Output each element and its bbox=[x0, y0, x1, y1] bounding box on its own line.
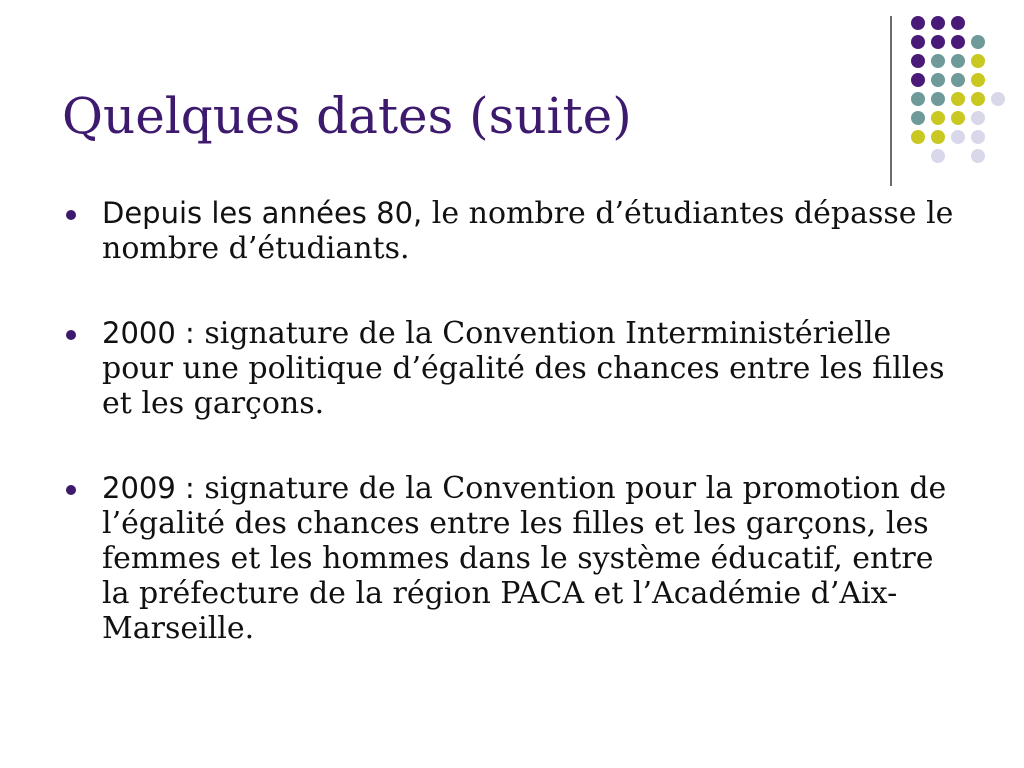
dot bbox=[951, 16, 965, 30]
dot bbox=[911, 130, 925, 144]
bullet-lead: Depuis les années 80, bbox=[102, 196, 423, 230]
bullet-icon bbox=[66, 210, 76, 220]
bullet-item bbox=[62, 316, 962, 421]
dot bbox=[931, 54, 945, 68]
dot bbox=[931, 149, 945, 163]
dot bbox=[971, 149, 985, 163]
dot bbox=[971, 111, 985, 125]
dot bbox=[951, 111, 965, 125]
bullet-icon bbox=[66, 330, 76, 340]
dot bbox=[931, 92, 945, 106]
dot bbox=[911, 35, 925, 49]
dot bbox=[971, 54, 985, 68]
dot bbox=[931, 16, 945, 30]
dot bbox=[911, 73, 925, 87]
dot bbox=[951, 73, 965, 87]
bullet-text: le nombre d’étudiantes dépasse le nombre d’étudiants. bbox=[102, 196, 954, 266]
dot bbox=[931, 35, 945, 49]
dot bbox=[911, 92, 925, 106]
slide-title: Quelques dates (suite) bbox=[62, 87, 632, 145]
bullet-lead: 2000 : bbox=[102, 316, 195, 350]
bullet-lead: 2009 : bbox=[102, 471, 195, 505]
bullet-item bbox=[62, 471, 962, 646]
bullet-icon bbox=[66, 485, 76, 495]
bullet-list bbox=[62, 196, 962, 696]
bullet-text: signature de la Convention pour la promotion de l’égalité des chances entre les filles et les garçons, les femmes et les hommes dans le système éducatif, entre la préfecture de la région PACA et l’Académie d’Aix-Marseille. bbox=[102, 471, 947, 646]
dot bbox=[971, 92, 985, 106]
dot bbox=[911, 54, 925, 68]
dot bbox=[991, 92, 1005, 106]
dot bbox=[951, 35, 965, 49]
dot bbox=[931, 130, 945, 144]
decorative-divider bbox=[890, 16, 892, 186]
dot bbox=[931, 73, 945, 87]
dot bbox=[951, 130, 965, 144]
bullet-text: signature de la Convention Interministérielle pour une politique d’égalité des chances entre les filles et les garçons. bbox=[102, 316, 945, 421]
dot bbox=[931, 111, 945, 125]
dot bbox=[971, 35, 985, 49]
dot bbox=[971, 73, 985, 87]
dot bbox=[951, 54, 965, 68]
dot bbox=[951, 92, 965, 106]
dot bbox=[971, 130, 985, 144]
bullet-item bbox=[62, 196, 962, 266]
dot bbox=[911, 111, 925, 125]
dot bbox=[911, 16, 925, 30]
